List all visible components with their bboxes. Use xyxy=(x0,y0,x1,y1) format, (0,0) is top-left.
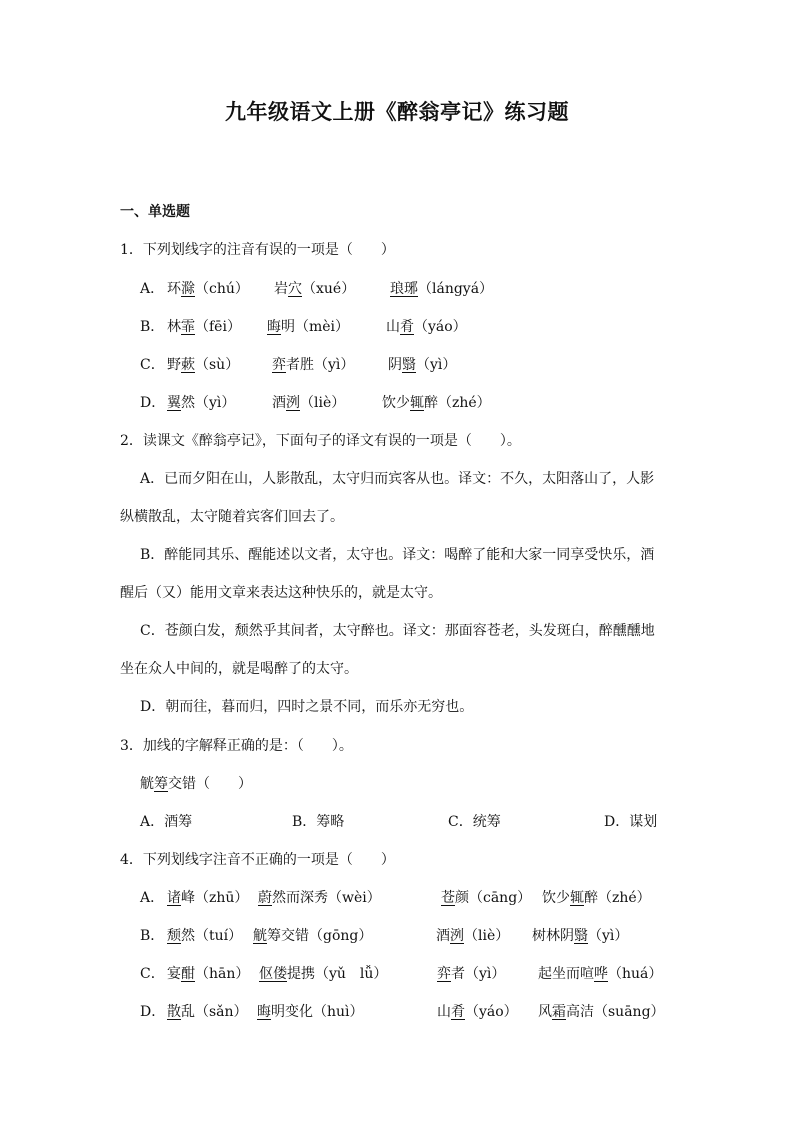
q2-option-b-line2: 醒后（又）能用文章来表达这种快乐的，就是太守。 xyxy=(120,585,442,601)
question-3-stem: 3．加线的字解释正确的是：（ ）。 xyxy=(120,738,353,754)
q3-option-c: C．统筹 xyxy=(448,814,501,830)
q4-option-a: A． 诸峰（zhū） 蔚然而深秀（wèi） 苍颜（cāng） 饮少辄醉（zhé） xyxy=(140,890,651,906)
q2-option-d: D．朝而往，暮而归，四时之景不同，而乐亦无穷也。 xyxy=(140,699,474,715)
q1-option-d: D． 翼然（yì） 酒洌（liè） 饮少辄醉（zhé） xyxy=(140,395,491,411)
q4-option-b: B． 颓然（tuí） 觥筹交错（gōng） 酒洌（liè） 树林阴翳（yì） xyxy=(140,928,629,944)
q3-phrase: 觥筹交错（ ） xyxy=(140,776,252,792)
q3-option-d: D．谋划 xyxy=(604,814,658,830)
q1-option-c: C． 野蔌（sù） 弈者胜（yì） 阴翳（yì） xyxy=(140,357,457,373)
q4-option-c: C． 宴酣（hān） 伛偻提携（yǔ lǚ） 弈者（yì） 起坐而喧哗（huá） xyxy=(140,966,663,982)
q2-option-a-line1: A．已而夕阳在山，人影散乱，太守归而宾客从也。译文：不久，太阳落山了，人影 xyxy=(140,471,655,487)
q1-option-b: B． 林霏（fēi） 晦明（mèi） 山肴（yáo） xyxy=(140,319,467,335)
section-heading: 一、单选题 xyxy=(120,204,190,220)
question-2-stem: 2．读课文《醉翁亭记》，下面句子的译文有误的一项是（ ）。 xyxy=(120,433,521,449)
q2-option-a-line2: 纵横散乱，太守随着宾客们回去了。 xyxy=(120,509,344,525)
q2-option-b-line1: B．醉能同其乐、醒能述以文者，太守也。译文：喝醉了能和大家一同享受快乐，酒 xyxy=(140,547,655,563)
q3-options xyxy=(140,812,658,832)
page-title: 九年级语文上册《醉翁亭记》练习题 xyxy=(225,100,569,124)
q3-option-b: B．筹略 xyxy=(292,814,345,830)
q4-option-d: D． 散乱（sǎn） 晦明变化（huì） 山肴（yáo） 风霜高洁（suāng） xyxy=(140,1004,665,1020)
q1-option-a: A． 环滁（chú） 岩穴（xué） 琅琊（lángyá） xyxy=(140,281,494,297)
q2-option-c-line1: C．苍颜白发，颓然乎其间者，太守醉也。译文：那面容苍老，头发斑白，醉醺醺地 xyxy=(140,623,655,639)
q3-option-a: A．酒筹 xyxy=(140,814,193,830)
question-1-stem: 1．下列划线字的注音有误的一项是（ ） xyxy=(120,242,395,258)
q2-option-c-line2: 坐在众人中间的，就是喝醉了的太守。 xyxy=(120,661,358,677)
question-4-stem: 4．下列划线字注音不正确的一项是（ ） xyxy=(120,852,395,868)
